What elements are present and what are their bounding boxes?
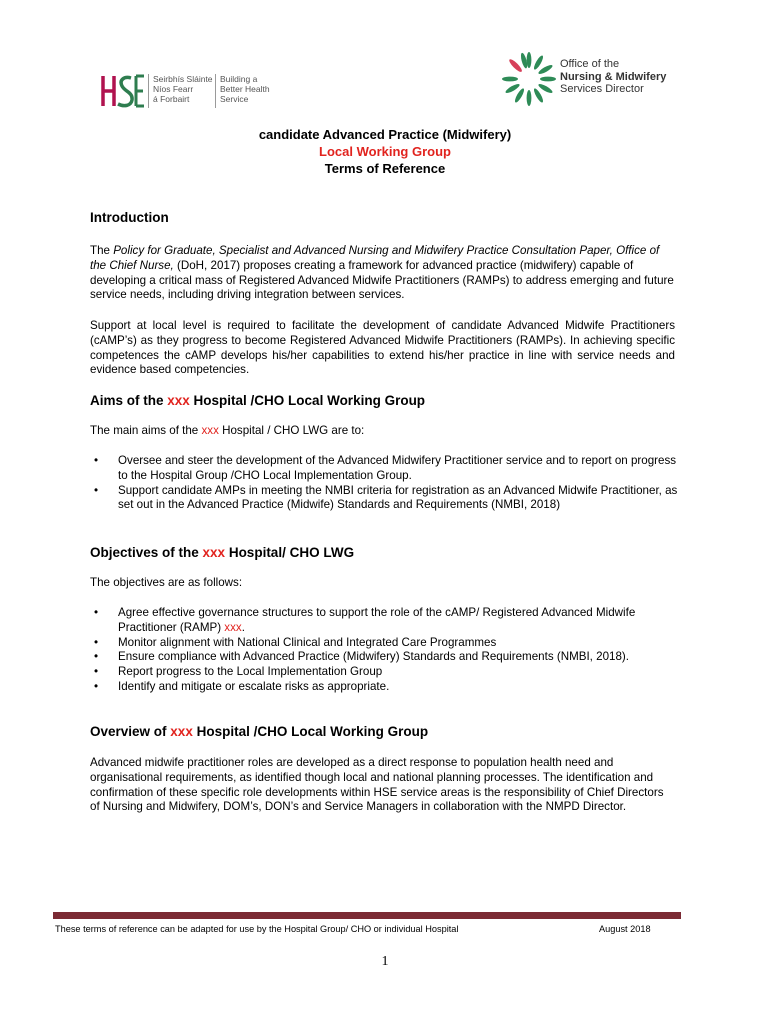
- hse-irish-tagline: [153, 74, 213, 104]
- objectives-list: [90, 606, 680, 695]
- onmsd-line: Nursing & Midwifery: [560, 70, 667, 83]
- overview-paragraph: Advanced midwife practitioner roles are developed as a direct response to population health need and organisational requirements, as identified though local and national planning processes. The identification and confirmation of these specific role developments within HSE service areas is the responsibility of Chief Directors of Nursing and Midwifery, DOM’s, DON’s and Service Managers in collaboration with the NMPD Director.: [90, 756, 664, 814]
- bullet-icon: •: [94, 635, 99, 649]
- onmsd-line: Services Director: [560, 83, 644, 95]
- placeholder-xxx: xxx: [202, 545, 226, 560]
- text-run: Objectives of the: [90, 545, 203, 560]
- aims-heading: [90, 393, 425, 408]
- text-run: .: [241, 620, 245, 634]
- list-item: [90, 484, 680, 514]
- list-item: [90, 665, 680, 680]
- hse-irish-line: Níos Fearr: [153, 84, 194, 94]
- text-run: Hospital / CHO LWG are to:: [218, 424, 365, 437]
- text-run: (DoH, 2017) proposes creating a framework for advanced practice (midwifery) capable of developing a critical mass of Registered Advanced Midwife Practitioners (RAMPs) to address emerging and future service needs, including driving integration between services.: [90, 258, 674, 302]
- text-run: Hospital/ CHO LWG: [225, 545, 355, 560]
- hse-english-line: Service: [220, 94, 249, 104]
- introduction-paragraph-1: [90, 244, 675, 303]
- aims-list: [90, 454, 680, 513]
- list-item-text: Support candidate AMPs in meeting the NMBI criteria for registration as an Advanced Midwife Practitioner, as set out in the Advanced Practice (Midwife) Standards and Requirements (NMBI, 2018): [118, 483, 678, 512]
- hse-irish-line: á Forbairt: [153, 94, 190, 104]
- list-item-text: Identify and mitigate or escalate risks as appropriate.: [118, 679, 390, 693]
- policy-title: Policy for Graduate, Specialist and Advanced Nursing and Midwifery Practice Consultation Paper, Office of the Chief Nurse,: [90, 244, 660, 272]
- logo-divider: [215, 74, 216, 108]
- introduction-heading: Introduction: [90, 210, 169, 225]
- list-item-text: Agree effective governance structures to support the role of the cAMP/ Registered Advanced Midwife Practitioner (RAMP): [118, 606, 636, 634]
- bullet-icon: •: [94, 606, 99, 619]
- placeholder-xxx: xxx: [201, 424, 219, 437]
- text-run: Hospital /CHO Local Working Group: [189, 393, 426, 408]
- list-item-text: Oversee and steer the development of the Advanced Midwifery Practitioner service and to report on progress to the Hospital Group /CHO Local Implementation Group.: [118, 454, 677, 482]
- placeholder-xxx: xxx: [170, 724, 193, 739]
- overview-heading: [90, 724, 428, 739]
- objectives-intro: The objectives are as follows:: [90, 576, 243, 589]
- document-subtitle: Local Working Group: [319, 144, 451, 159]
- placeholder-xxx: xxx: [167, 393, 190, 408]
- bullet-icon: •: [94, 650, 99, 664]
- list-item: [90, 680, 680, 695]
- page-number: 1: [381, 954, 389, 969]
- list-item: [90, 636, 680, 651]
- objectives-heading: [90, 545, 354, 560]
- onmsd-line: Office of the: [560, 58, 620, 70]
- footer-rule: [53, 912, 681, 919]
- text-run: Hospital /CHO Local Working Group: [192, 724, 429, 739]
- document-title: candidate Advanced Practice (Midwifery): [258, 127, 512, 142]
- list-item-text: Monitor alignment with National Clinical and Integrated Care Programmes: [118, 635, 497, 649]
- aims-intro: [90, 424, 675, 439]
- hse-english-line: Better Health: [220, 84, 270, 94]
- introduction-paragraph-2: Support at local level is required to facilitate the development of candidate Advanced Midwife Practitioners (cAMP’s) as they progress to become Registered Advanced Midwife Practitioners (RAMPs). In achieving specific competences the cAMP develops his/her capabilities to extend his/her practice in line with service needs and evidence based competencies.: [90, 319, 675, 377]
- text-run: The main aims of the: [90, 424, 202, 437]
- document-subtitle-2: Terms of Reference: [324, 161, 446, 176]
- logo-divider: [148, 74, 149, 108]
- onmsd-starburst-icon: [500, 50, 558, 108]
- hse-irish-line: Seirbhís Sláinte: [153, 74, 213, 84]
- text-run: Overview of: [90, 724, 171, 739]
- onmsd-logo-text: [560, 58, 666, 96]
- text-run: The: [90, 244, 114, 257]
- list-item: [90, 454, 680, 484]
- placeholder-xxx: xxx: [224, 620, 242, 634]
- hse-english-tagline: [220, 74, 270, 104]
- bullet-icon: •: [94, 454, 99, 467]
- list-item: [90, 650, 680, 665]
- list-item-text: Report progress to the Local Implementation Group: [118, 665, 383, 679]
- list-item-text: Ensure compliance with Advanced Practice (Midwifery) Standards and Requirements (NMBI, 2018).: [118, 650, 629, 664]
- bullet-icon: •: [94, 665, 99, 679]
- text-run: Aims of the: [90, 393, 168, 408]
- hse-logo-icon: [100, 72, 144, 110]
- footer-note: These terms of reference can be adapted for use by the Hospital Group/ CHO or individual Hospital: [55, 924, 459, 934]
- bullet-icon: •: [94, 483, 99, 497]
- bullet-icon: •: [94, 679, 99, 693]
- hse-english-line: Building a: [220, 74, 258, 84]
- list-item: [90, 606, 680, 636]
- footer-date: August 2018: [599, 924, 651, 934]
